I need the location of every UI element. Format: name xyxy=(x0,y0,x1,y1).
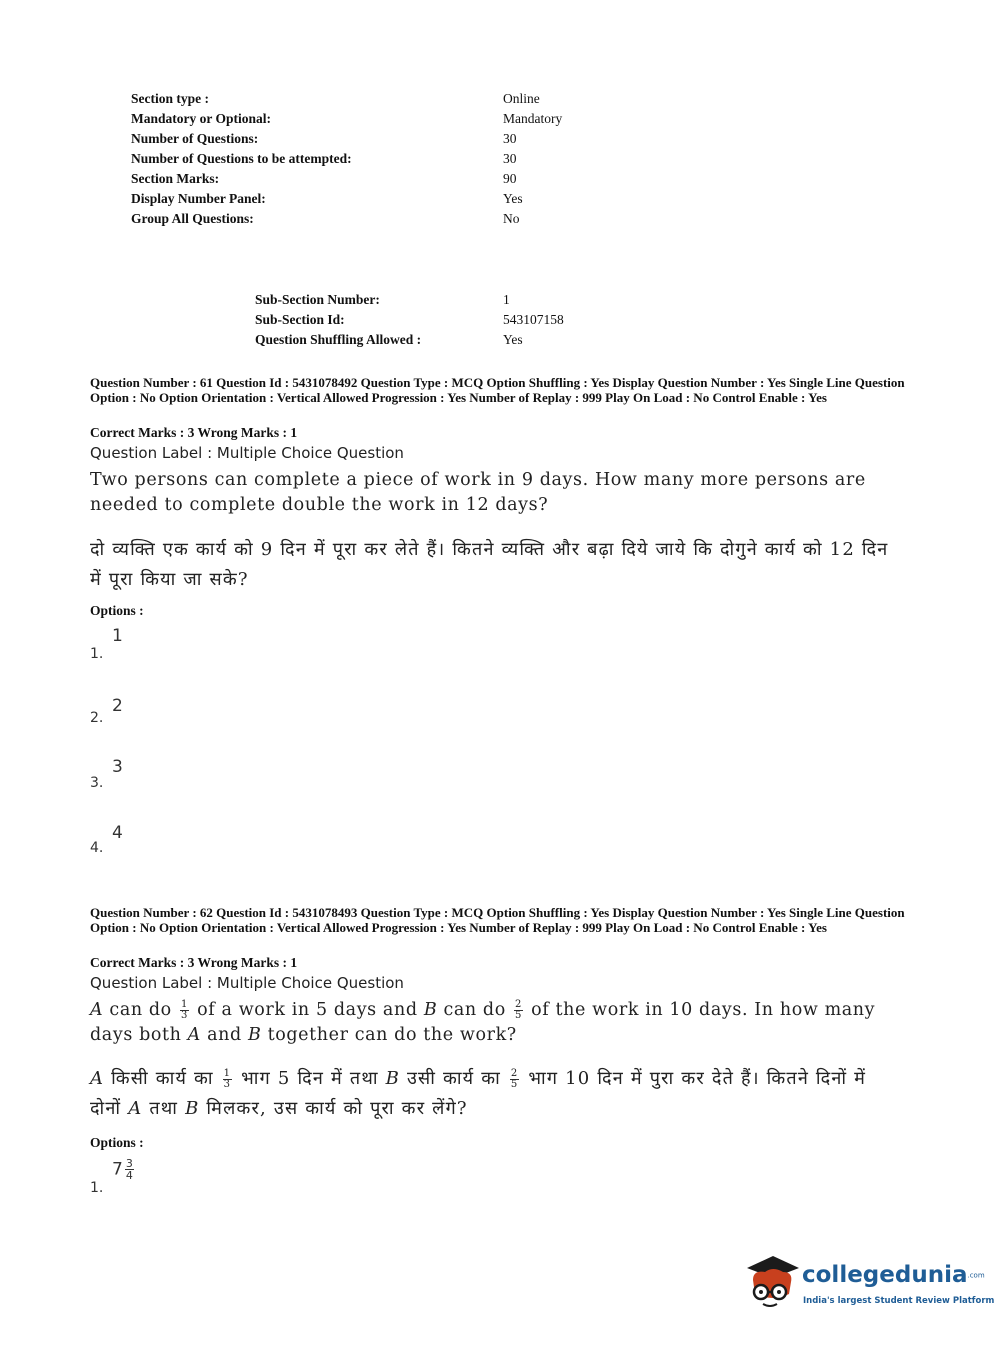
fraction-numerator: 1 xyxy=(180,999,188,1010)
subsection-value: 1 xyxy=(503,292,510,307)
fraction-denominator: 4 xyxy=(125,1169,133,1182)
fraction-denominator: 3 xyxy=(180,1010,188,1021)
variable-b: B xyxy=(385,1068,401,1089)
option-number: 4. xyxy=(90,840,104,856)
section-key: Section Marks: xyxy=(131,171,220,186)
fraction-numerator: 2 xyxy=(510,1067,519,1079)
text-segment: तथा xyxy=(142,1098,186,1119)
option-number: 1. xyxy=(90,1180,104,1196)
question-62-label: Question Label : Multiple Choice Question xyxy=(90,974,404,992)
option-value: 1 xyxy=(112,626,123,646)
option-number: 1. xyxy=(90,646,104,662)
text-segment: can do xyxy=(437,1000,513,1020)
logo-tagline: India's largest Student Review Platform xyxy=(803,1296,995,1306)
question-61-meta: Question Number : 61 Question Id : 5431078492 Question Type : MCQ Option Shuffling : Yes Display Question Number : Yes Single Line Question Option : No Option Orientation : Vertical Allowed Progression : Yes Number of Replay : 999 Play On Load : No Control Enable : Yes xyxy=(90,375,905,405)
section-key: Mandatory or Optional: xyxy=(131,111,272,126)
variable-a: A xyxy=(187,1025,201,1045)
mixed-number-whole: 7 xyxy=(112,1159,123,1180)
fraction-denominator: 3 xyxy=(223,1078,232,1090)
fraction-denominator: 5 xyxy=(515,1010,522,1021)
fraction-numerator: 3 xyxy=(125,1157,133,1170)
variable-b: B xyxy=(185,1098,200,1119)
option-value: 2 xyxy=(112,696,123,716)
section-key: Number of Questions to be attempted: xyxy=(131,151,352,166)
logo-name: collegedunia xyxy=(802,1262,968,1288)
option-value xyxy=(112,1158,136,1181)
section-value: Online xyxy=(503,91,540,106)
fraction xyxy=(180,1000,189,1021)
variable-b: B xyxy=(423,1000,438,1020)
fraction xyxy=(125,1158,134,1181)
text-segment: of a work in 5 days and xyxy=(190,1000,424,1020)
fraction xyxy=(510,1069,520,1090)
fraction-numerator: 1 xyxy=(223,1067,232,1079)
text-segment: किसी कार्य का xyxy=(104,1068,221,1089)
subsection-key: Question Shuffling Allowed : xyxy=(255,332,422,347)
text-segment: together can do the work? xyxy=(261,1025,517,1045)
question-61-text-hindi: दो व्यक्ति एक कार्य को 9 दिन में पूरा कर लेते हैं। कितने व्यक्ति और बढ़ा दिये जाये कि दोगुने कार्य को 12 दिन में पूरा किया जा सके? xyxy=(90,539,889,590)
text-segment: उसी कार्य का xyxy=(400,1068,508,1089)
section-key: Number of Questions: xyxy=(131,131,259,146)
mascot-icon xyxy=(743,1250,803,1312)
fraction-denominator: 5 xyxy=(510,1078,519,1090)
text-segment: and xyxy=(200,1025,248,1045)
option-number: 3. xyxy=(90,775,104,791)
fraction xyxy=(514,1000,523,1021)
section-value: 30 xyxy=(503,131,517,146)
subsection-value: Yes xyxy=(503,332,523,347)
section-value: Yes xyxy=(503,191,523,206)
option-value: 3 xyxy=(112,757,123,777)
variable-a: A xyxy=(90,1000,104,1020)
section-key: Group All Questions: xyxy=(131,211,254,226)
logo-wordmark xyxy=(802,1262,985,1288)
question-61-options-heading: Options : xyxy=(90,603,144,618)
question-61-text: Two persons can complete a piece of work in 9 days. How many more persons are needed to complete double the work in 12 days? xyxy=(90,470,866,515)
subsection-key: Sub-Section Number: xyxy=(255,292,380,307)
question-62-text xyxy=(90,998,890,1048)
question-62-options-heading: Options : xyxy=(90,1135,144,1150)
question-62-marks: Correct Marks : 3 Wrong Marks : 1 xyxy=(90,955,298,970)
section-value: 90 xyxy=(503,171,517,186)
variable-a: A xyxy=(90,1068,105,1089)
question-61-marks: Correct Marks : 3 Wrong Marks : 1 xyxy=(90,425,298,440)
text-segment: of the work in 10 days. In how many days both xyxy=(90,1000,876,1045)
text-segment: मिलकर, उस कार्य को पूरा कर लेंगे? xyxy=(199,1098,468,1119)
variable-b: B xyxy=(247,1025,262,1045)
question-62-text-hindi xyxy=(90,1064,890,1124)
fraction-numerator: 2 xyxy=(515,999,522,1010)
variable-a: A xyxy=(128,1098,143,1119)
section-value: Mandatory xyxy=(503,111,563,126)
question-62-meta: Question Number : 62 Question Id : 5431078493 Question Type : MCQ Option Shuffling : Yes Display Question Number : Yes Single Line Question Option : No Option Orientation : Vertical Allowed Progression : Yes Number of Replay : 999 Play On Load : No Control Enable : Yes xyxy=(90,905,905,935)
option-number: 2. xyxy=(90,710,104,726)
section-key: Display Number Panel: xyxy=(131,191,266,206)
section-value: 30 xyxy=(503,151,517,166)
text-segment: can do xyxy=(103,1000,178,1020)
question-61-label: Question Label : Multiple Choice Question xyxy=(90,444,404,462)
subsection-key: Sub-Section Id: xyxy=(255,312,345,327)
subsection-info-table xyxy=(255,290,564,350)
section-info-table xyxy=(131,89,562,229)
section-value: No xyxy=(503,211,520,226)
section-key: Section type : xyxy=(131,91,209,106)
option-value: 4 xyxy=(112,823,123,843)
subsection-value: 543107158 xyxy=(503,312,564,327)
logo-suffix: .com xyxy=(967,1271,985,1280)
text-segment: भाग 5 दिन में तथा xyxy=(234,1068,386,1089)
text-segment: भाग 10 दिन में पुरा कर देते हैं। कितने दिनों में दोनों xyxy=(90,1068,867,1119)
fraction xyxy=(223,1069,233,1090)
